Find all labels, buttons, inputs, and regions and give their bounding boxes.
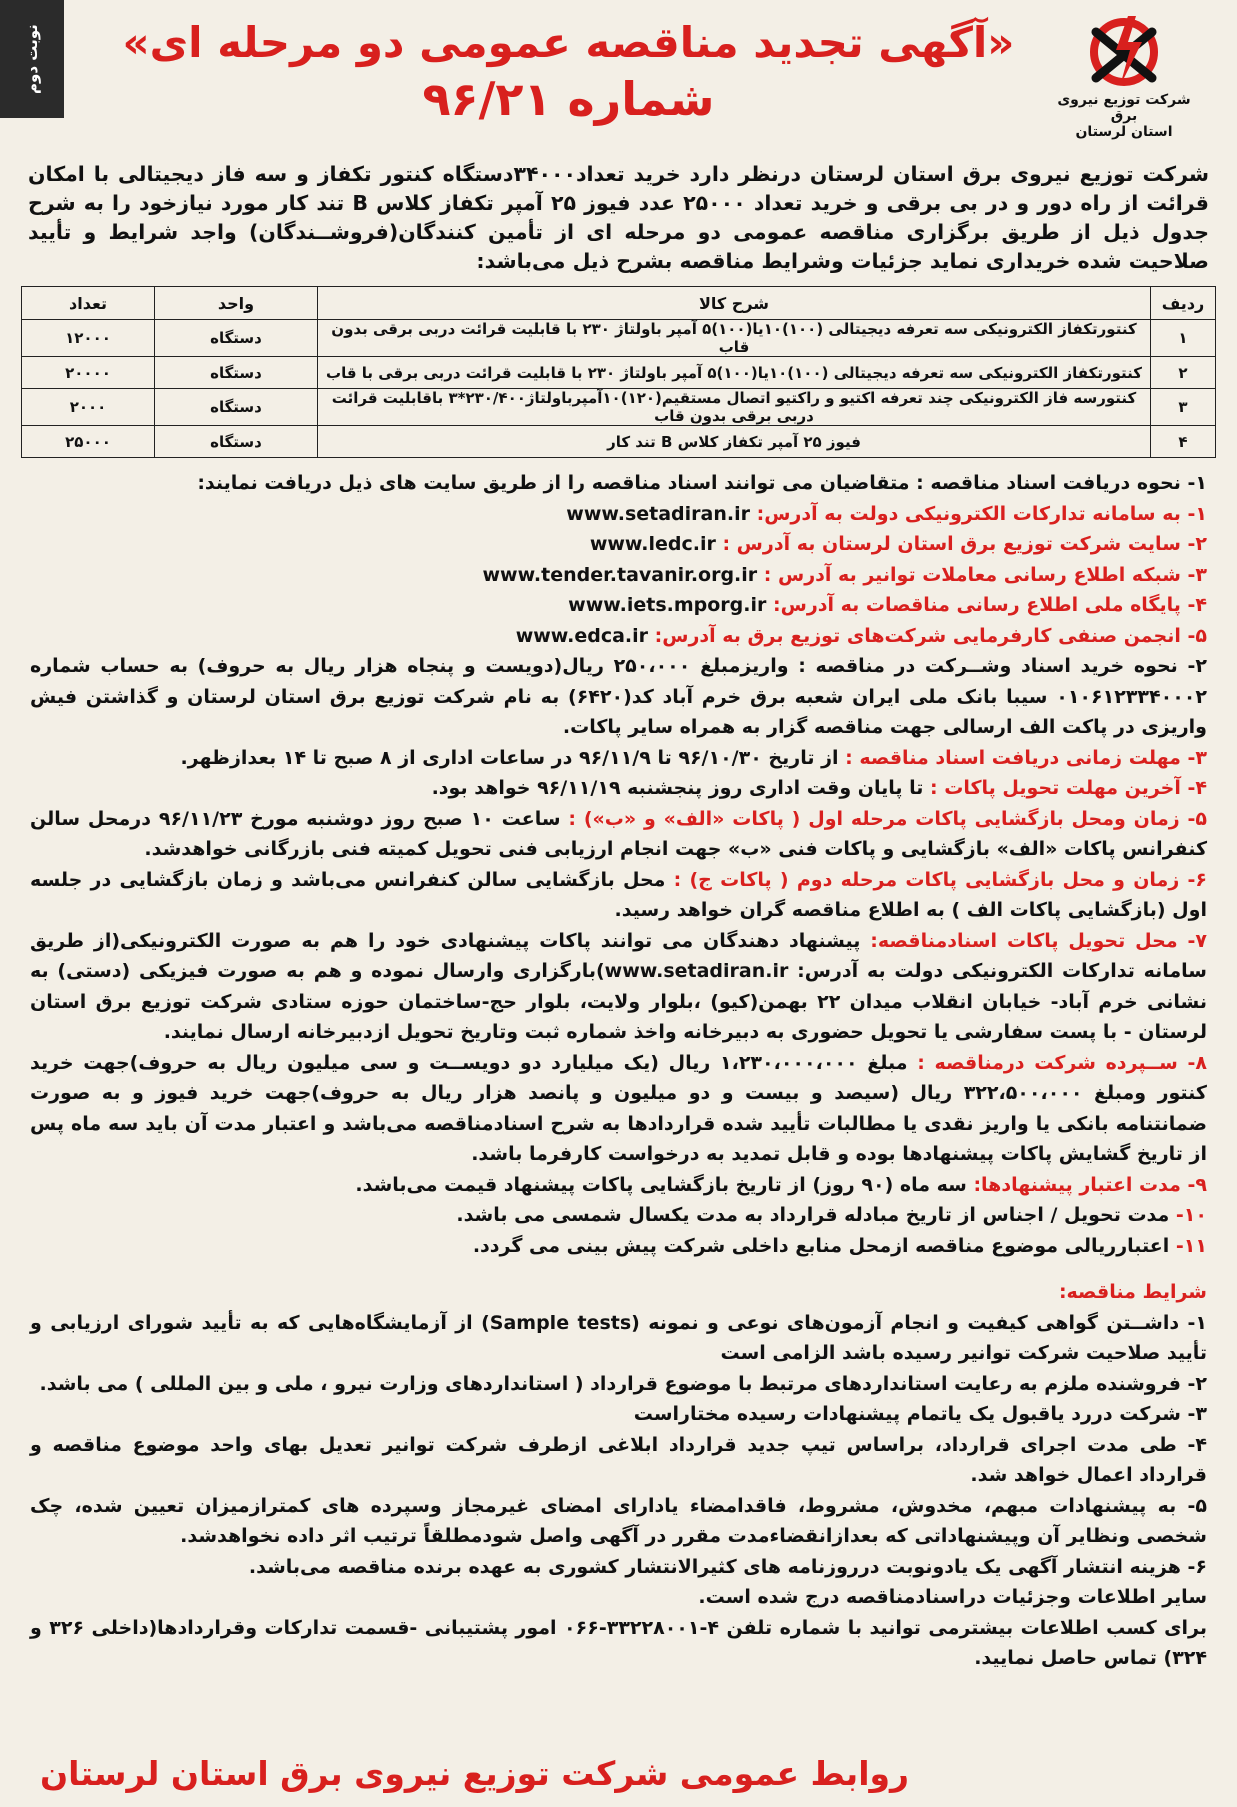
col-header-description: شرح کالا — [318, 287, 1151, 320]
cell-quantity: ۱۲۰۰۰ — [22, 320, 155, 357]
cell-unit: دستگاه — [155, 389, 318, 426]
col-header-unit: واحد — [155, 287, 318, 320]
site-item — [30, 621, 1207, 652]
detail-label: ۳- مهلت زمانی دریافت اسناد مناقصه : — [845, 746, 1207, 769]
table-row — [22, 426, 1216, 458]
detail-label: ۸- ســپرده شرکت درمناقصه : — [917, 1051, 1207, 1074]
site-link[interactable]: www.setadiran.ir — [566, 502, 750, 525]
cell-description: فیوز ۲۵ آمپر تکفاز کلاس B تند کار — [318, 426, 1151, 458]
condition-item: ۲- فروشنده ملزم به رعایت استانداردهای مرتبط با موضوع قرارداد ( استانداردهای وزارت نیرو ، ملی و بین المللی ) می باشد. — [39, 1372, 1207, 1395]
items-table — [21, 286, 1216, 458]
table-row — [22, 389, 1216, 426]
company-name-line2: استان لرستان — [1075, 124, 1173, 140]
condition-item: ۴- طی مدت اجرای قرارداد، براساس تیپ جدید قرارداد ابلاغی ازطرف شرکت توانیر تعدیل بهای واحد موضوع مناقصه و قرارداد اعمال خواهد شد. — [30, 1433, 1207, 1486]
detail-text: از تاریخ ۹۶/۱۰/۳۰ تا ۹۶/۱۱/۹ در ساعات اداری از ۸ صبح تا ۱۴ بعدازظهر. — [180, 746, 846, 769]
detail-text: ساعت ۱۰ صبح روز دوشنبه مورخ ۹۶/۱۱/۲۳ درمحل سالن کنفرانس پاکات «الف» بازگشایی و پاکات فنی «ب» جهت انجام ارزیابی فنی تحویل کمیته فنی بازرگانی خواهدشد. — [30, 807, 1207, 860]
condition-item: ۱- داشــتن گواهی کیفیت و انجام آزمون‌های نوعی و نمونه (Sample tests) از آزمایشگاه‌هایی که به تأیید شورای ارزیابی و تأیید صلاحیت شرکت توانیر رسیده باشد الزامی است — [30, 1311, 1207, 1364]
site-link[interactable]: www.iets.mporg.ir — [568, 594, 767, 616]
cell-row-no: ۱ — [1151, 320, 1216, 357]
ad-title — [100, 16, 1037, 128]
site-item — [30, 590, 1207, 621]
cell-row-no: ۲ — [1151, 357, 1216, 389]
ad-title-line1: «آگهی تجدید مناقصه عمومی دو مرحله ای» — [122, 18, 1015, 67]
detail-label: ۹- مدت اعتبار پیشنهادها: — [973, 1173, 1207, 1196]
cell-unit: دستگاه — [155, 426, 318, 458]
company-logo — [1049, 12, 1199, 140]
ad-title-number: شماره ۹۶/۲۱ — [422, 72, 715, 126]
power-company-logo-icon — [1076, 12, 1172, 90]
condition-item: ۳- شرکت دررد یاقبول یک یاتمام پیشنهادات رسیده مختاراست — [633, 1403, 1207, 1425]
detail-item — [30, 773, 1207, 804]
detail-item — [30, 804, 1207, 865]
detail-item — [30, 865, 1207, 926]
detail-text: اعتبارریالی موضوع مناقصه ازمحل منابع داخلی شرکت پیش بینی می گردد. — [472, 1234, 1176, 1257]
detail-text: پیشنهاد دهندگان می توانند پاکات پیشنهادی خود را هم به صورت الکترونیکی(از طریق سامانه تدارکات الکترونیکی دولت به آدرس: www.setadiran.ir)بارگزاری وارسال نموده و هم به صورت فیزیکی (دستی) به نشانی خرم آباد- خیابان انقلاب میدان ۲۲ بهمن(کیو) ،بلوار ولایت، بلوار حج-ساختمان حوزه ستادی شرکت توزیع برق استان لرستان - با پست سفارشی یا تحویل حضوری به دبیرخانه واخذ شماره ثبت وتاریخ تحویل ازدبیرخانه ارسال نمایند. — [30, 929, 1207, 1043]
table-header-row — [22, 287, 1216, 320]
site-label: ۴- پایگاه ملی اطلاع رسانی مناقصات به آدرس: — [773, 594, 1207, 616]
site-item — [30, 529, 1207, 560]
detail-item — [30, 743, 1207, 774]
table-row — [22, 320, 1216, 357]
col-header-row-no: ردیف — [1151, 287, 1216, 320]
condition-item: سایر اطلاعات وجزئیات دراسنادمناقصه درج شده است. — [698, 1586, 1207, 1608]
cell-description: کنتورتکفاز الکترونیکی سه تعرفه دیجیتالی (۱۰۰)۱۰یا(۱۰۰)۵ آمپر باولتاژ ۲۳۰ با قابلیت قرائت دربی برقی با قاب — [318, 357, 1151, 389]
detail-item — [30, 1231, 1207, 1262]
site-label: ۱- به سامانه تدارکات الکترونیکی دولت به آدرس: — [756, 502, 1207, 525]
condition-item: ۵- به پیشنهادات مبهم، مخدوش، مشروط، فاقدامضاء یادارای امضای غیرمجاز وسپرده های کمترازمیزان تعیین شده، چک شخصی ونظایر آن وپیشنهاداتی که بعدازانقضاءمدت مقرر در آگهی واصل شودمطلقاً ترتیب اثر داده نخواهدشد. — [30, 1494, 1207, 1547]
detail-item — [30, 926, 1207, 1048]
detail-item — [30, 651, 1207, 743]
site-item — [30, 499, 1207, 530]
public-relations-signature: روابط عمومی شرکت توزیع نیروی برق استان لرستان — [40, 1754, 910, 1793]
detail-text: سه ماه (۹۰ روز) از تاریخ بازگشایی پاکات پیشنهاد قیمت می‌باشد. — [355, 1173, 974, 1196]
col-header-quantity: تعداد — [22, 287, 155, 320]
detail-label: ۱۱- — [1175, 1234, 1207, 1257]
detail-label: ۱۰- — [1175, 1204, 1207, 1226]
detail-item — [30, 1170, 1207, 1201]
site-link[interactable]: www.ledc.ir — [589, 533, 716, 555]
detail-label: ۵- زمان ومحل بازگشایی پاکات مرحله اول ( پاکات «الف» و «ب») : — [568, 807, 1208, 830]
site-label: ۵- انجمن صنفی کارفرمایی شرکت‌های توزیع برق به آدرس: — [654, 624, 1207, 647]
publication-round-tab: نوبت دوم — [0, 0, 64, 118]
detail-text: مبلغ ۱،۲۳۰،۰۰۰،۰۰۰ ریال (یک میلیارد دو دویســت و سی میلیون ریال به حروف)جهت خرید کنتور ومبلغ ۳۲۲،۵۰۰،۰۰۰ ریال (سیصد و بیست و دو میلیون و پانصد هزار ریال به حروف)جهت خرید فیوز و به صورت ضمانتنامه بانکی یا واریز نقدی یا مطالبات تأیید شده قراردادها به شرح اسنادمناقصه می‌باشد و اعتبار مدت آن باید سه ماه پس از تاریخ گشایش پاکات پیشنهادها بوده و قابل تمدید به درخواست کارفرما باشد. — [30, 1051, 1207, 1165]
cell-quantity: ۲۰۰۰۰ — [22, 357, 155, 389]
header — [20, 8, 1217, 160]
detail-label: ۴- آخرین مهلت تحویل پاکات : — [930, 777, 1207, 799]
cell-quantity: ۲۰۰۰ — [22, 389, 155, 426]
cell-description: کنتورسه فاز الکترونیکی چند تعرفه اکتیو و راکتیو اتصال مستقیم(۱۲۰)۱۰آمپرباولتاژ۲۳۰/۴۰۰*۳ باقابلیت قرائت دربی برقی بدون قاب — [318, 389, 1151, 426]
conditions-title: شرایط مناقصه: — [1058, 1281, 1207, 1303]
detail-item — [30, 1200, 1207, 1231]
table-row — [22, 357, 1216, 389]
detail-text: محل بازگشایی سالن کنفرانس می‌باشد و زمان بازگشایی در جلسه اول (بازگشایی پاکات الف ) به اطلاع مناقصه گران خواهد رسید. — [30, 868, 1207, 921]
site-item — [30, 560, 1207, 591]
detail-item — [30, 1048, 1207, 1170]
cell-row-no: ۳ — [1151, 389, 1216, 426]
company-name-line1: شرکت توزیع نیروی برق — [1057, 92, 1191, 124]
section1-heading: ۱- نحوه دریافت اسناد مناقصه : متقاضیان می توانند اسناد مناقصه را از طریق سایت های ذیل دریافت نمایند: — [197, 472, 1207, 494]
cell-unit: دستگاه — [155, 357, 318, 389]
cell-unit: دستگاه — [155, 320, 318, 357]
condition-item: برای کسب اطلاعات بیشترمی توانید با شماره تلفن ۴-۳۳۲۲۸۰۰۱-۰۶۶ امور پشتیبانی -قسمت تدارکات وقراردادها(داخلی ۳۲۶ و ۳۲۴) تماس حاصل نمایید. — [30, 1616, 1207, 1669]
cell-quantity: ۲۵۰۰۰ — [22, 426, 155, 458]
cell-description: کنتورتکفاز الکترونیکی سه تعرفه دیجیتالی (۱۰۰)۱۰یا(۱۰۰)۵ آمپر باولتاژ ۲۳۰ با قابلیت قرائت دربی برقی بدون قاب — [318, 320, 1151, 357]
site-label: ۳- شبکه اطلاع رسانی معاملات توانیر به آدرس : — [763, 563, 1207, 586]
site-link[interactable]: www.tender.tavanir.org.ir — [482, 563, 758, 586]
site-label: ۲- سایت شرکت توزیع برق استان لرستان به آدرس : — [722, 533, 1207, 555]
site-link[interactable]: www.edca.ir — [515, 624, 649, 647]
detail-text: مدت تحویل / اجناس از تاریخ مبادله قرارداد به مدت یکسال شمسی می باشد. — [456, 1204, 1176, 1226]
detail-text: ۲- نحوه خرید اسناد وشــرکت در مناقصه : واریزمبلغ ۲۵۰،۰۰۰ ریال(دویست و پنجاه هزار ریال به حروف) به حساب شماره ۰۱۰۶۱۲۳۳۴۰۰۰۲ سیبا بانک ملی ایران شعبه برق خرم آباد کد(۶۴۲۰) به نام شرکت توزیع برق استان لرستان و گذاشتن فیش واریزی در پاکت الف ارسالی جهت مناقصه گزار به همراه سایر پاکات. — [30, 655, 1207, 738]
cell-row-no: ۴ — [1151, 426, 1216, 458]
condition-item: ۶- هزینه انتشار آگهی یک یادونوبت درروزنامه های کثیرالانتشار کشوری به عهده برنده مناقصه می‌باشد. — [248, 1555, 1207, 1578]
detail-text: تا پایان وقت اداری روز پنجشنبه ۹۶/۱۱/۱۹ خواهد بود. — [431, 777, 931, 799]
tender-details — [30, 468, 1207, 1674]
detail-label: ۷- محل تحویل پاکات اسنادمناقصه: — [870, 929, 1207, 952]
detail-label: ۶- زمان و محل بازگشایی پاکات مرحله دوم ( پاکات ج) : — [673, 868, 1207, 891]
intro-paragraph: شرکت توزیع نیروی برق استان لرستان درنظر دارد خرید تعداد۳۴۰۰۰دستگاه کنتور تکفاز و سه فاز دیجیتالی با امکان قرائت از راه دور و در بی برقی و خرید تعداد ۲۵۰۰۰ عدد فیوز ۲۵ آمپر تکفاز کلاس B تند کار مورد نیازخود را به شرح جدول ذیل از طریق برگزاری مناقصه عمومی دو مرحله ای از تأمین کنندگان(فروشــندگان) واجد شرایط و تأیید صلاحیت شده خریداری نماید جزئیات وشرایط مناقصه بشرح ذیل می‌باشد: — [28, 162, 1209, 273]
